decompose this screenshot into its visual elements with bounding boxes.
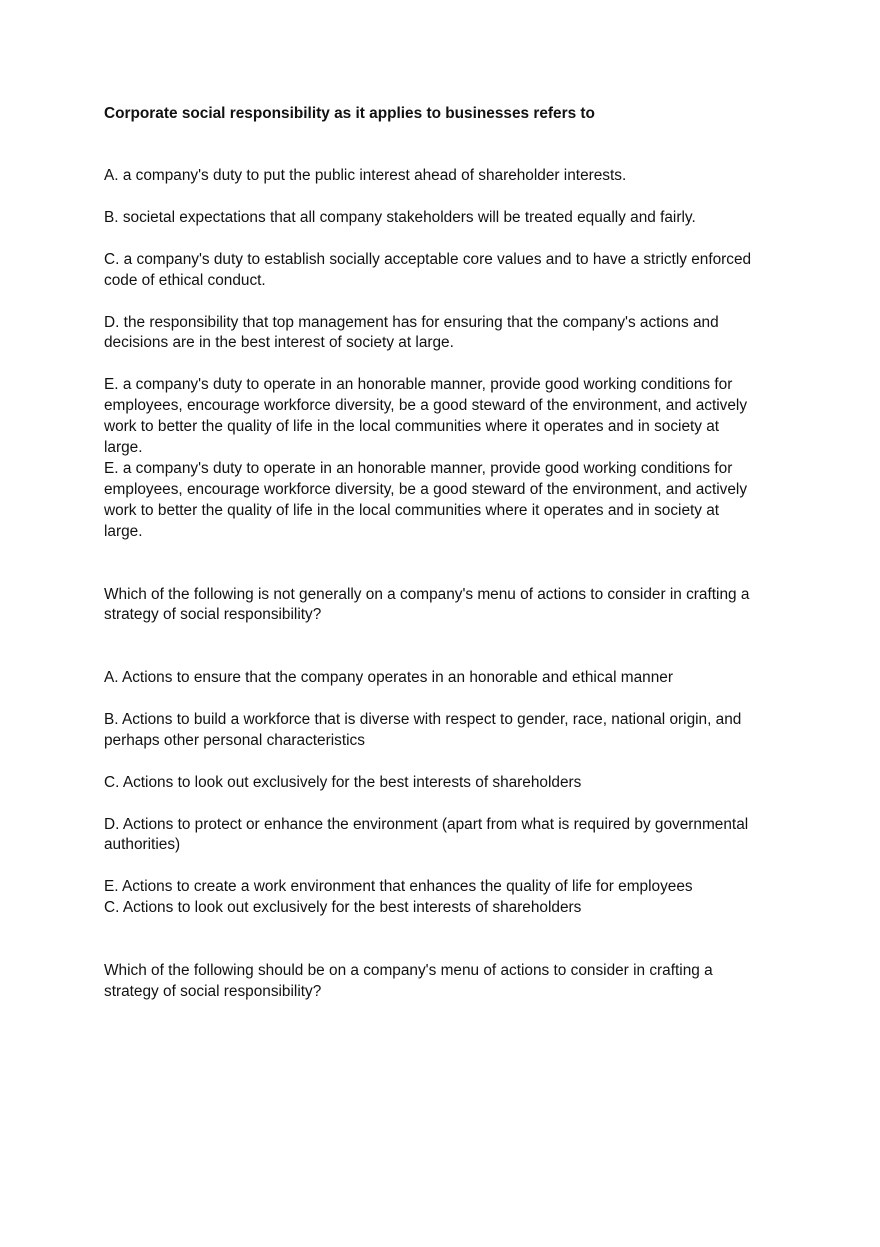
- question-1-answer-line-1: E. a company's duty to operate in an honorable manner, provide good working conditions for: [104, 460, 733, 477]
- question-1-answer-line-3: work to better the quality of life in the local communities where it operates and in society at: [104, 502, 720, 519]
- question-2-option-e: E. Actions to create a work environment that enhances the quality of life for employees: [104, 878, 693, 895]
- question-2-option-d-line-2: authorities): [104, 836, 181, 853]
- question-1-option-e-line-4: large.: [104, 439, 143, 456]
- question-3-prompt-line-1: Which of the following should be on a company's menu of actions to consider in crafting a: [104, 962, 713, 979]
- question-2-prompt-line-2: strategy of social responsibility?: [104, 606, 322, 623]
- question-1-answer-line-2: employees, encourage workforce diversity, be a good steward of the environment, and actively: [104, 481, 748, 498]
- question-1-option-b: B. societal expectations that all company stakeholders will be treated equally and fairly.: [104, 209, 696, 226]
- question-1-option-a: A. a company's duty to put the public interest ahead of shareholder interests.: [104, 167, 627, 184]
- question-1-option-c-line-1: C. a company's duty to establish socially acceptable core values and to have a strictly enforced: [104, 251, 752, 268]
- question-1-option-e-line-2: employees, encourage workforce diversity, be a good steward of the environment, and actively: [104, 397, 748, 414]
- question-2-answer: C. Actions to look out exclusively for the best interests of shareholders: [104, 899, 582, 916]
- question-3-prompt-line-2: strategy of social responsibility?: [104, 983, 322, 1000]
- question-1-option-e-line-3: work to better the quality of life in the local communities where it operates and in society at: [104, 418, 720, 435]
- question-2-prompt-line-1: Which of the following is not generally on a company's menu of actions to consider in crafting a: [104, 586, 750, 603]
- question-2-option-b-line-2: perhaps other personal characteristics: [104, 732, 365, 749]
- question-1-answer-line-4: large.: [104, 523, 143, 540]
- question-1-option-d-line-1: D. the responsibility that top management has for ensuring that the company's actions and: [104, 314, 719, 331]
- question-2-option-a: A. Actions to ensure that the company operates in an honorable and ethical manner: [104, 669, 673, 686]
- question-1-option-d-line-2: decisions are in the best interest of society at large.: [104, 334, 454, 351]
- question-1-option-e-line-1: E. a company's duty to operate in an honorable manner, provide good working conditions for: [104, 376, 733, 393]
- question-2-option-c: C. Actions to look out exclusively for the best interests of shareholders: [104, 774, 582, 791]
- question-2-option-d-line-1: D. Actions to protect or enhance the environment (apart from what is required by governmental: [104, 816, 749, 833]
- question-2-option-b-line-1: B. Actions to build a workforce that is diverse with respect to gender, race, national origin, and: [104, 711, 742, 728]
- question-1-option-c-line-2: code of ethical conduct.: [104, 272, 266, 289]
- question-1-prompt: Corporate social responsibility as it applies to businesses refers to: [104, 105, 595, 122]
